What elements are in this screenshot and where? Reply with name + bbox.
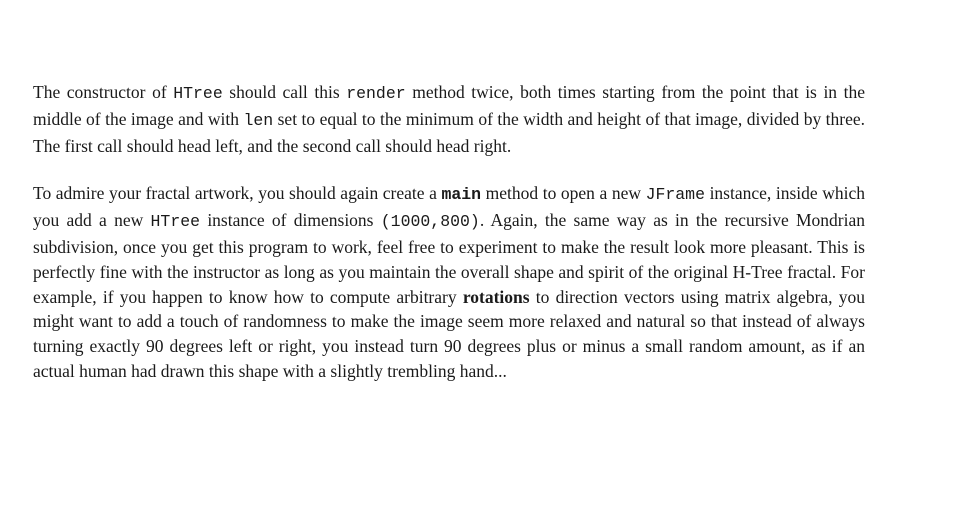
text-run: To admire your fractal artwork, you should again create a: [33, 183, 442, 204]
text-run: method twice, both times starting from the point that is in the middle of the image and with: [33, 82, 865, 129]
document-body: [33, 80, 865, 384]
text-run: set to equal to the minimum of the width and height of that image, divided by three. The first call should head left, and the second call should head right.: [33, 108, 866, 156]
paragraph-constructor: [33, 80, 865, 158]
text-run: instance, inside which you add a new: [33, 183, 866, 231]
code-jframe: JFrame: [645, 185, 705, 205]
text-run: instance of dimensions: [200, 210, 381, 231]
text-run: method to open a new: [481, 183, 646, 204]
code-dimensions: (1000,800): [380, 212, 480, 232]
bold-rotations: rotations: [462, 286, 530, 307]
text-run: The constructor of: [33, 82, 174, 102]
code-main: main: [441, 185, 482, 205]
code-render: render: [346, 84, 406, 103]
code-len: len: [243, 110, 274, 130]
code-htree: HTree: [173, 84, 223, 103]
code-htree: HTree: [150, 212, 201, 232]
text-run: should call this: [222, 82, 347, 102]
text-run: to direction vectors using matrix algebra, you might want to add a touch of randomness to make the image seem more relaxed and natural so that instead of always turning exactly 90 degrees left or right, you instead turn 90 degrees plus or minus a small random amount, as if an actual human had drawn this shape with a slightly trembling hand...: [33, 286, 865, 381]
paragraph-artwork: [33, 181, 865, 383]
text-run: . Again, the same way as in the recursive Mondrian subdivision, once you get this program to work, feel free to experiment to make the result look more pleasant. This is perfectly fine with the instructor as long as you maintain the overall shape and spirit of the original H-Tree fractal. For example, if you happen to know how to compute arbitrary: [33, 210, 866, 307]
